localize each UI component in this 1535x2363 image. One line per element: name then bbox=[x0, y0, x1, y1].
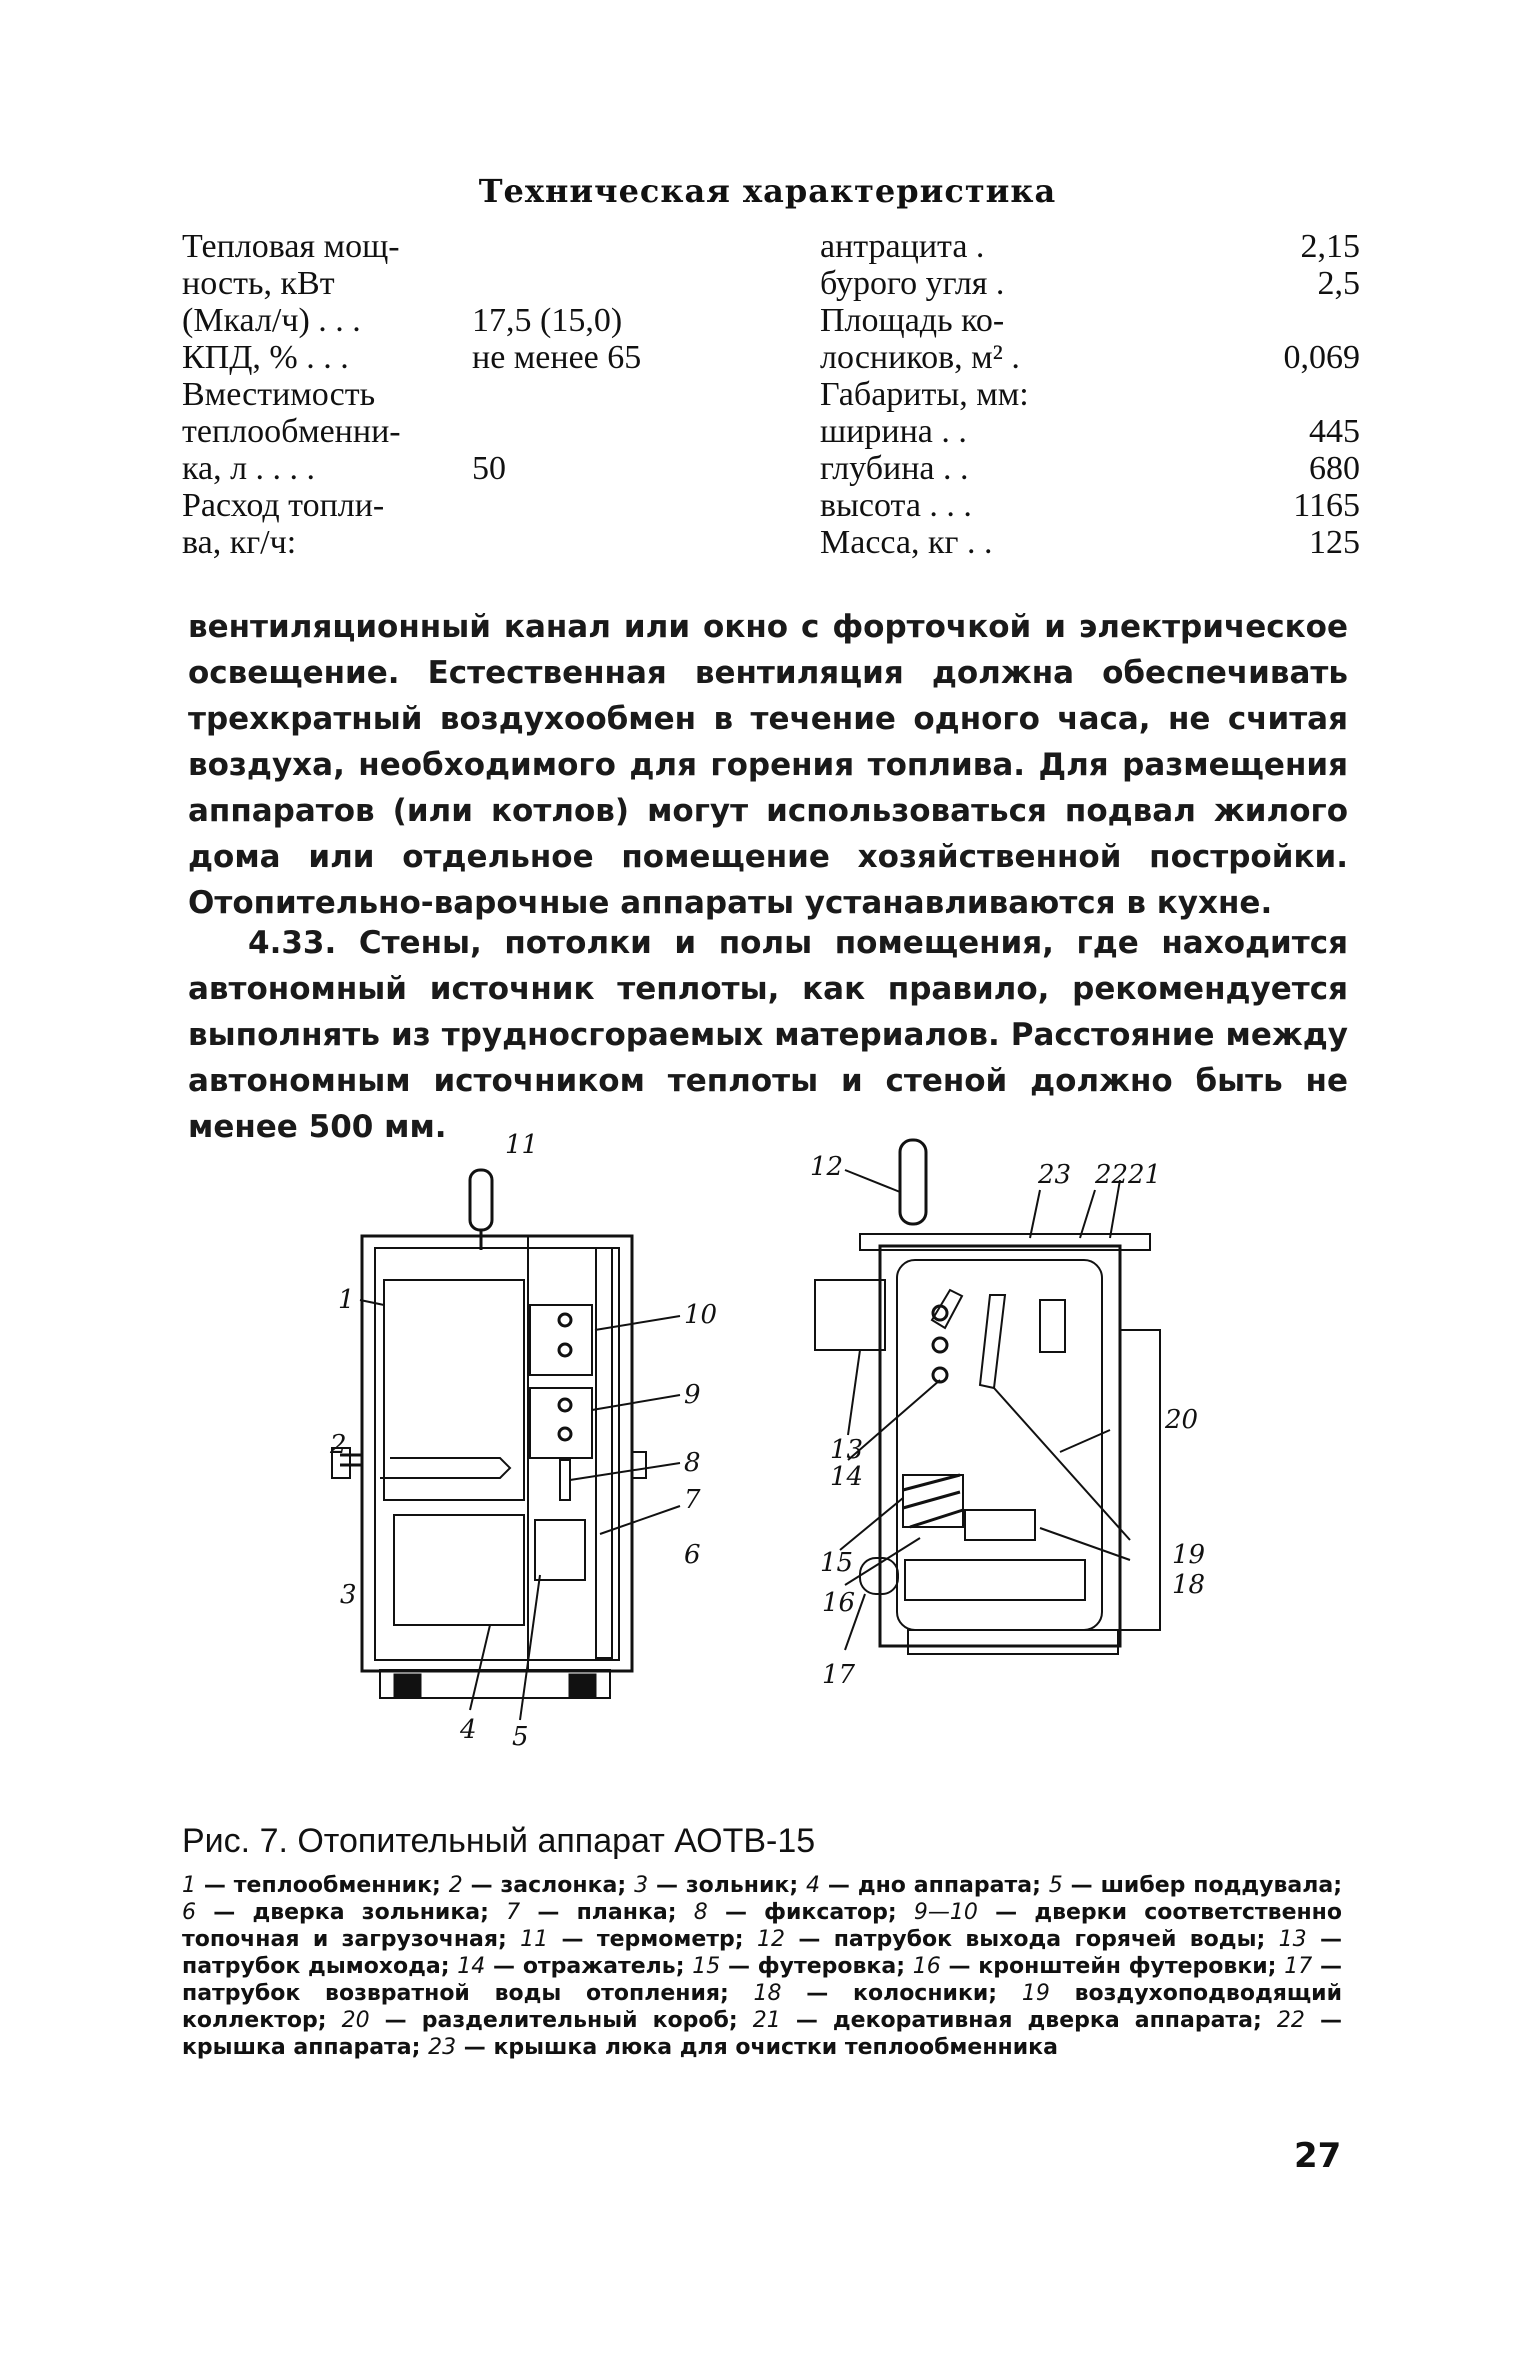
right-base bbox=[908, 1630, 1118, 1654]
fig-label: 19 bbox=[1172, 1540, 1206, 1570]
spec-row: (Мкал/ч) . . . 17,5 (15,0) bbox=[182, 302, 623, 339]
left-unit-inner bbox=[375, 1248, 619, 1660]
fig-label: 14 bbox=[830, 1462, 864, 1492]
spec-row: Тепловая мощ- bbox=[182, 228, 400, 265]
fig-label: 12 bbox=[810, 1152, 844, 1182]
fire-door bbox=[530, 1388, 592, 1458]
fig-label: 10 bbox=[684, 1300, 718, 1330]
decorative-door bbox=[1040, 1300, 1065, 1352]
spec-row: ширина . . 445 bbox=[820, 413, 1360, 450]
spec-row: глубина . . 680 bbox=[820, 450, 1360, 487]
spec-row: Габариты, мм: bbox=[820, 376, 1029, 413]
fig-label: 18 bbox=[1172, 1570, 1206, 1600]
spec-row: ва, кг/ч: bbox=[182, 524, 297, 561]
fig-label: 3 bbox=[340, 1580, 357, 1610]
fig-label: 8 bbox=[684, 1448, 701, 1478]
fig-label: 15 bbox=[820, 1548, 854, 1578]
body-paragraph-4-33: 4.33. Стены, потолки и полы помещения, где находится автономный источник теплоты, как правило, рекомендуется выполнять из трудносгораемых материалов. Расстояние между автономным источником теплоты и стеной должно быть не менее 500 мм. bbox=[188, 925, 1348, 1145]
heat-exchanger bbox=[384, 1280, 524, 1500]
spec-row: КПД, % . . . не менее 65 bbox=[182, 339, 642, 376]
spec-row: бурого угля . 2,5 bbox=[820, 265, 1360, 302]
fig-label: 17 bbox=[822, 1660, 856, 1690]
spec-row: лосников, м² . 0,069 bbox=[820, 339, 1360, 376]
fig-label: 5 bbox=[512, 1722, 529, 1752]
ash-pan bbox=[394, 1515, 524, 1625]
spec-row: Вместимость bbox=[182, 376, 376, 413]
fig-label: 4 bbox=[460, 1715, 477, 1745]
spec-row: Расход топли- bbox=[182, 487, 385, 524]
tech-spec-left bbox=[182, 228, 782, 561]
spec-row: теплообменни- bbox=[182, 413, 401, 450]
fig-label: 13 bbox=[830, 1435, 864, 1465]
fig-label: 20 bbox=[1165, 1405, 1199, 1435]
figure-legend: 1 — теплообменник; 2 — заслонка; 3 — зольник; 4 — дно аппарата; 5 — шибер поддувала; 6 — дверка зольника; 7 — планка; 8 — фиксатор; 9—10 — дверки соответственно топочная и загрузочная; 11 — термометр; 12 — патрубок выхода горячей воды; 13 — патрубок дымохода; 14 — отражатель; 15 — футеровка; 16 — кронштейн футеровки; 17 — патрубок возвратной воды отопления; 18 — колосники; 19 воздухоподводящий коллектор; 20 — разделительный короб; 21 — декоративная дверка аппарата; 22 — крышка аппарата; 23 — крышка люка для очистки теплообменника bbox=[182, 1873, 1343, 2060]
fig-label: 23 bbox=[1038, 1160, 1072, 1190]
fig-label: 1 bbox=[338, 1285, 355, 1315]
fig-label: 6 bbox=[684, 1540, 701, 1570]
fig-label: 11 bbox=[505, 1130, 539, 1160]
hot-water-outlet bbox=[900, 1140, 926, 1224]
heater-schematic bbox=[300, 1130, 1340, 1810]
hinge-strip bbox=[596, 1248, 612, 1658]
spec-row: антрацита . 2,15 bbox=[820, 228, 1360, 265]
body-paragraph: вентиляционный канал или окно с форточкой и электрическое освещение. Естественная вентиляция должна обеспечивать трехкратный воздухообмен в течение одного часа, не считая воздуха, необходимого для горения топлива. Для размещения аппаратов (или котлов) могут использоваться подвал жилого дома или отдельное помещение хозяйственной постройки. Отопительно-варочные аппараты устанавливаются в кухне. bbox=[188, 609, 1348, 921]
fig-label: 7 bbox=[684, 1485, 701, 1515]
reflector bbox=[980, 1295, 1005, 1388]
fig-label: 16 bbox=[822, 1588, 856, 1618]
grate bbox=[965, 1510, 1035, 1540]
spec-row: Площадь ко- bbox=[820, 302, 1005, 339]
ash-tray-right bbox=[905, 1560, 1085, 1600]
spec-row: ка, л . . . . 50 bbox=[182, 450, 506, 487]
spec-row: Масса, кг . . 125 bbox=[820, 524, 1360, 561]
plate bbox=[560, 1460, 570, 1500]
top-cover bbox=[860, 1234, 1150, 1250]
fire-chamber bbox=[897, 1260, 1102, 1630]
fig-label: 2 bbox=[330, 1430, 347, 1460]
figure-caption: Рис. 7. Отопительный аппарат АОТВ-15 bbox=[182, 1822, 816, 1860]
page-title: Техническая характеристика bbox=[478, 172, 1057, 210]
fig-label: 22 bbox=[1095, 1160, 1129, 1190]
tech-spec-right bbox=[820, 228, 1360, 561]
fig-label: 21 bbox=[1128, 1160, 1162, 1190]
separator-box bbox=[1120, 1330, 1160, 1630]
thermometer bbox=[470, 1170, 492, 1230]
spec-row: ность, кВт bbox=[182, 265, 335, 302]
fig-label: 9 bbox=[684, 1380, 701, 1410]
spec-row: высота . . . 1165 bbox=[820, 487, 1360, 524]
flue-outlet bbox=[815, 1280, 885, 1350]
figure-heater-drawing bbox=[300, 1130, 1340, 1810]
ash-door bbox=[535, 1520, 585, 1580]
page-number: 27 bbox=[1294, 2136, 1342, 2176]
